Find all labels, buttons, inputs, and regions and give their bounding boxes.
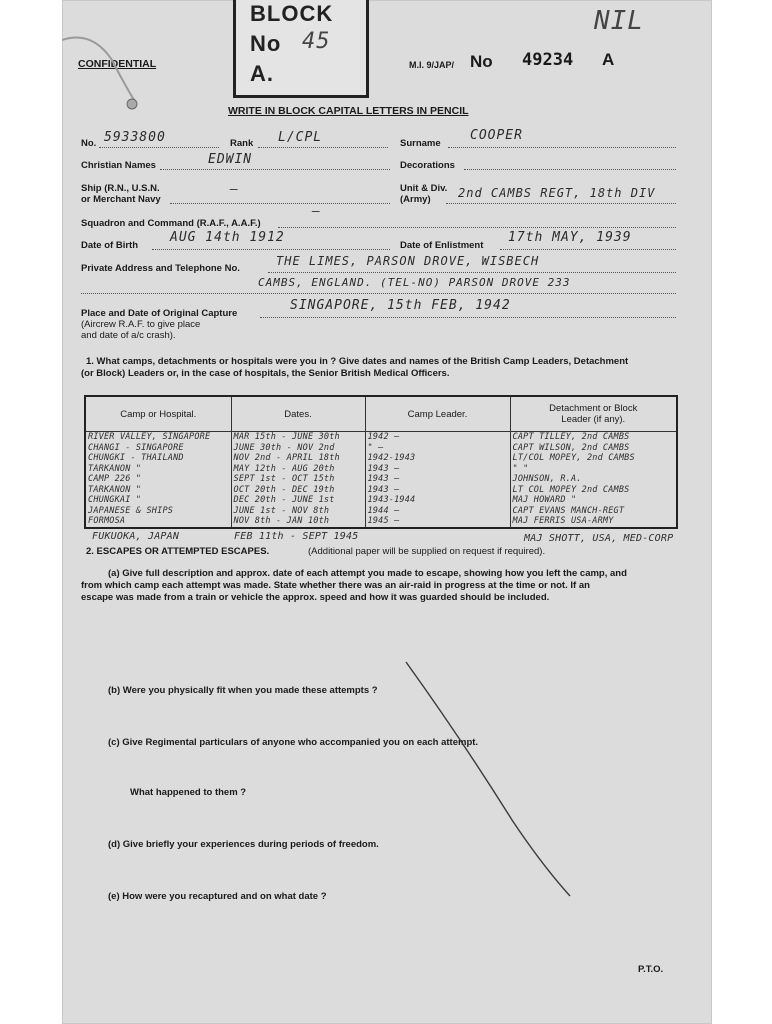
capture-label-line2: (Aircrew R.A.F. to give place: [81, 319, 201, 330]
table-cell: 1942 —: [367, 432, 400, 442]
date-of-birth-value: AUG 14th 1912: [170, 230, 285, 245]
table-cell: JUNE 1st - NOV 8th: [233, 505, 330, 516]
unit-label-line1: Unit & Div.: [400, 183, 448, 194]
torn-corner-mark: [62, 0, 142, 70]
ship-label-line1: Ship (R.N., U.S.N.: [81, 183, 160, 194]
question1-line1: 1. What camps, detachments or hospitals were you in ? Give dates and names of the British Camp Leaders, Detachment: [86, 356, 629, 367]
detachment-column-header: Detachment or Block Leader (if any).: [510, 396, 677, 432]
decorations-label: Decorations: [400, 160, 455, 171]
table-cell: " —: [367, 442, 384, 453]
camp-column-header: Camp or Hospital.: [85, 396, 231, 432]
table-cell: 1943 —: [367, 484, 400, 495]
ship-value: —: [230, 182, 239, 197]
date-of-birth-label: Date of Birth: [81, 240, 138, 251]
table-cell: NOV 8th - JAN 10th: [233, 516, 330, 526]
table-cell: 1945 —: [367, 516, 400, 526]
unit-label-line2: (Army): [400, 194, 431, 205]
question2c: (c) Give Regimental particulars of anyone who accompanied you on each attempt.: [108, 737, 479, 748]
rank-label: Rank: [230, 138, 254, 149]
overflow-detachment: MAJ SHOTT, USA, MED-CORP: [524, 533, 674, 544]
capture-label-line1: Place and Date of Original Capture: [81, 308, 238, 319]
table-cell: LT/COL MOPEY, 2nd CAMBS: [512, 453, 635, 463]
table-cell: DEC 20th - JUNE 1st: [233, 495, 335, 505]
stamp-a-text: A.: [250, 61, 274, 86]
table-cell: " ": [512, 463, 529, 474]
table-cell: 1943 —: [367, 474, 400, 484]
squadron-label: Squadron and Command (R.A.F., A.A.F.): [81, 218, 261, 229]
pow-questionnaire-page: [62, 0, 712, 1024]
camp-column: [85, 432, 231, 528]
table-cell: FORMOSA: [88, 516, 126, 526]
table-cell: 1942-1943: [367, 453, 416, 463]
serial-suffix: A: [602, 50, 615, 69]
table-cell: LT COL MOPEY 2nd CAMBS: [512, 484, 630, 495]
nil-annotation: NIL: [594, 6, 644, 36]
stamp-no-text: No: [250, 31, 282, 56]
surname-value: COOPER: [470, 128, 523, 143]
address-line1: THE LIMES, PARSON DROVE, WISBECH: [276, 254, 540, 268]
pencil-strike-line: [402, 660, 582, 905]
squadron-value: —: [312, 204, 321, 219]
question2b: (b) Were you physically fit when you made these attempts ?: [108, 685, 378, 696]
service-no-value: 5933800: [104, 130, 166, 145]
table-cell: NOV 2nd - APRIL 18th: [233, 453, 340, 463]
table-cell: JOHNSON, R.A.: [512, 474, 582, 484]
rank-value: L/CPL: [278, 130, 323, 145]
table-cell: CAPT TILLEY, 2nd CAMBS: [512, 432, 630, 442]
table-cell: MAJ FERRIS USA-ARMY: [512, 516, 614, 526]
table-cell: JUNE 30th - NOV 2nd: [233, 442, 335, 453]
question2a-line2: from which camp each attempt was made. State whether there was an air-raid in progress at the time or not. If an: [81, 580, 590, 591]
table-cell: 1944 —: [367, 505, 400, 516]
question2a-line3: escape was made from a train or vehicle the approx. speed and how it was guarded should be included.: [81, 592, 550, 603]
table-cell: CAPT EVANS MANCH-REGT: [512, 505, 625, 516]
overflow-dates: FEB 11th - SEPT 1945: [234, 531, 359, 542]
unit-value: 2nd CAMBS REGT, 18th DIV: [458, 186, 656, 200]
table-cell: CHUNGKI - THAILAND: [88, 453, 184, 463]
stamp-no-value: 45: [302, 29, 331, 54]
confidential-label: CONFIDENTIAL: [78, 58, 157, 70]
stamp-block-text: BLOCK: [250, 1, 334, 26]
table-cell: 1943 —: [367, 463, 400, 474]
ship-label-line2: or Merchant Navy: [81, 194, 161, 205]
table-cell: MAJ HOWARD ": [512, 495, 577, 505]
table-cell: CHANGI - SINGAPORE: [88, 442, 184, 453]
camp-leader-column-header: Camp Leader.: [365, 396, 510, 432]
form-reference: M.I. 9/JAP/: [409, 60, 455, 70]
question2d: (d) Give briefly your experiences during periods of freedom.: [108, 839, 379, 850]
table-cell: CAPT WILSON, 2nd CAMBS: [512, 442, 630, 453]
christian-names-value: EDWIN: [208, 152, 253, 167]
table-cell: TARKANON ": [88, 484, 142, 495]
table-cell: OCT 20th - DEC 19th: [233, 484, 335, 495]
dates-column-header: Dates.: [231, 396, 365, 432]
table-cell: RIVER VALLEY, SINGAPORE: [88, 432, 211, 442]
capture-value: SINGAPORE, 15th FEB, 1942: [290, 298, 511, 313]
camps-table: [84, 395, 678, 529]
camp-leader-column: [365, 432, 510, 528]
table-cell: TARKANON ": [88, 463, 142, 474]
dates-column: [231, 432, 365, 528]
number-label: No: [470, 52, 493, 71]
detachment-column: [510, 432, 677, 528]
serial-number: 49234: [522, 50, 574, 70]
question1-line2: (or Block) Leaders or, in the case of hospitals, the Senior British Medical Officers.: [81, 368, 450, 379]
address-line2: CAMBS, ENGLAND. (TEL-NO) PARSON DROVE 233: [258, 276, 571, 289]
block-stamp: [233, 0, 369, 98]
overflow-camp: FUKUOKA, JAPAN: [92, 531, 180, 542]
table-cell: JAPANESE & SHIPS: [88, 505, 174, 516]
question2a-line1: (a) Give full description and approx. date of each attempt you made to escape, showing how you left the camp, and: [108, 568, 627, 579]
table-cell: CHUNGKAI ": [88, 495, 142, 505]
question2-title: 2. ESCAPES OR ATTEMPTED ESCAPES.: [86, 546, 270, 557]
table-cell: CAMP 226 ": [88, 474, 142, 484]
christian-names-label: Christian Names: [81, 160, 156, 171]
block-capitals-instruction: WRITE IN BLOCK CAPITAL LETTERS IN PENCIL: [228, 105, 469, 117]
camps-table-header: [85, 396, 677, 432]
service-no-label: No.: [81, 138, 97, 149]
table-cell: MAY 12th - AUG 20th: [233, 463, 335, 474]
surname-label: Surname: [400, 138, 441, 149]
question2e: (e) How were you recaptured and on what date ?: [108, 891, 327, 902]
pto-label: P.T.O.: [638, 964, 664, 975]
question2-note: (Additional paper will be supplied on request if required).: [308, 546, 546, 557]
table-cell: 1943-1944: [367, 495, 416, 505]
question2c-sub: What happened to them ?: [130, 787, 247, 798]
address-label: Private Address and Telephone No.: [81, 263, 240, 274]
table-cell: MAR 15th - JUNE 30th: [233, 432, 340, 442]
date-of-enlistment-value: 17th MAY, 1939: [508, 230, 632, 245]
date-of-enlistment-label: Date of Enlistment: [400, 240, 484, 251]
table-cell: SEPT 1st - OCT 15th: [233, 474, 335, 484]
camps-table-body: [85, 432, 677, 528]
capture-label-line3: and date of a/c crash).: [81, 330, 176, 341]
